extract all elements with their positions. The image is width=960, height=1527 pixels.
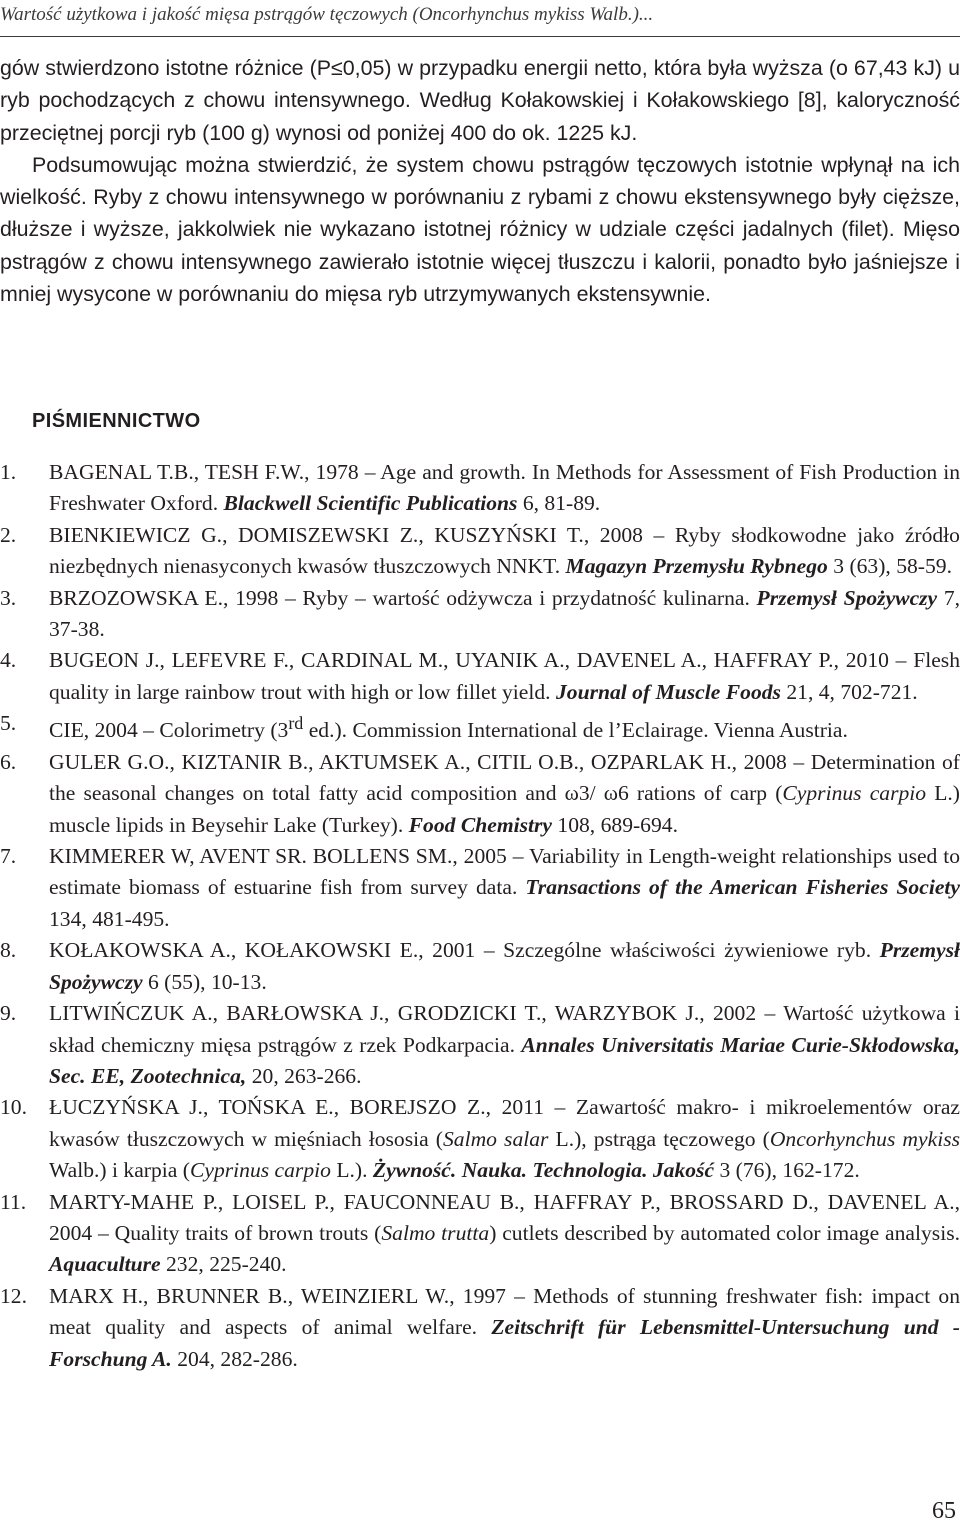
- reference-details: 204, 282-286.: [171, 1346, 298, 1371]
- reference-text: , 1998 – Ryby – wartość odżywcza i przydatność kulinarna.: [223, 585, 757, 610]
- reference-details: 20, 263-266.: [246, 1063, 362, 1088]
- reference-details: 134, 481-495.: [49, 906, 170, 931]
- reference-number: 1.: [0, 460, 17, 484]
- reference-text: CIE, 2004 – Colorimetry (3: [49, 718, 289, 743]
- reference-details: 232, 225-240.: [160, 1252, 287, 1277]
- reference-source: Blackwell Scientific Publications: [223, 491, 518, 516]
- reference-authors: GULER G.O., KIZTANIR B., AKTUMSEK A., CITIL O.B., OZPARLAK H.: [49, 749, 732, 774]
- reference-number: 6.: [0, 749, 17, 774]
- reference-number: 3.: [0, 585, 17, 610]
- species-name: Oncorhynchus mykiss: [769, 1126, 960, 1151]
- species-name: Salmo salar: [442, 1126, 549, 1151]
- reference-details: 6 (55), 10-13.: [142, 969, 267, 994]
- reference-details: 7, 37-38.: [49, 585, 960, 642]
- reference-item: [0, 583, 960, 646]
- reference-text: L.) muscle lipids in Beysehir Lake (Turkey).: [49, 781, 960, 837]
- running-header: Wartość użytkowa i jakość mięsa pstrągów tęczowych (Oncorhynchus mykiss Walb.)...: [0, 4, 654, 25]
- reference-source: Annales Universitatis Mariae Curie-Skłodowska, Sec. EE, Zootechnica,: [49, 1032, 960, 1088]
- species-name: Cyprinus carpio: [189, 1158, 331, 1183]
- reference-authors: LITWIŃCZUK A., BARŁOWSKA J., GRODZICKI T., WARZYBOK J.: [49, 1001, 700, 1026]
- reference-item: [0, 1092, 960, 1186]
- reference-number: 9.: [0, 1001, 17, 1026]
- reference-text: , 2004 – Quality traits of brown trouts (: [49, 1189, 960, 1245]
- reference-number: 8.: [0, 938, 17, 963]
- reference-authors: BIENKIEWICZ G., DOMISZEWSKI Z., KUSZYŃSKI T.: [49, 522, 584, 547]
- species-name: Cyprinus carpio: [782, 781, 927, 806]
- reference-source: Zeitschrift für Lebensmittel-Untersuchung und -Forschung A.: [49, 1315, 960, 1371]
- reference-item: [0, 841, 960, 935]
- reference-source: Przemysł Spożywczy: [756, 585, 938, 610]
- reference-source: Żywność. Nauka. Technologia. Jakość: [372, 1158, 715, 1183]
- reference-details: 108, 689-694.: [552, 812, 678, 837]
- reference-number: 10.: [0, 1095, 27, 1120]
- species-name: Salmo trutta: [381, 1220, 490, 1245]
- reference-source: Food Chemistry: [408, 812, 553, 837]
- reference-item: [0, 1187, 960, 1281]
- reference-text: , 2001 – Szczególne właściwości żywieniowe ryb.: [418, 938, 880, 963]
- paragraph: Podsumowując można stwierdzić, że system chowu pstrągów tęczowych istotnie wpłynął na ich wielkość. Ryby z chowu intensywnego w porównaniu z rybami z chowu ekstensywnego były cięższe, dłuższe i wyższe, jakkolwiek nie wykazano istotnej różnicy w udziale części jadalnych (filet). Mięso pstrągów z chowu intensywnego zawierało istotnie więcej tłuszczu i kalorii, ponadto było jaśniejsze i mniej wysycone w porównaniu do mięsa ryb utrzymywanych ekstensywnie.: [0, 152, 960, 307]
- header-rule: [0, 36, 960, 37]
- reference-details: 6, 81-89.: [517, 491, 601, 516]
- reference-item: [0, 520, 960, 583]
- superscript: rd: [288, 713, 304, 734]
- reference-details: 3 (63), 58-59.: [827, 554, 952, 579]
- page-number: 65: [932, 1498, 956, 1524]
- reference-text: L.), pstrąga tęczowego (: [548, 1126, 770, 1151]
- reference-number: 2.: [0, 522, 17, 547]
- reference-text: , 2011 – Zawartość makro- i mikroelementów oraz kwasów tłuszczowych w mięśniach łososia (: [49, 1095, 960, 1151]
- reference-authors: MARX H., BRUNNER B., WEINZIERL W.: [49, 1283, 450, 1308]
- reference-authors: MARTY-MAHE P., LOISEL P., FAUCONNEAU B., HAFFRAY P., BROSSARD D., DAVENEL A.: [49, 1189, 955, 1214]
- references-heading: PIŚMIENNICTWO: [32, 410, 201, 432]
- reference-item: [0, 708, 960, 747]
- reference-source: Journal of Muscle Foods: [555, 679, 781, 704]
- reference-authors: ŁUCZYŃSKA J., TOŃSKA E., BOREJSZO Z.: [49, 1095, 486, 1120]
- reference-text: , 2002 – Wartość użytkowa i skład chemiczny mięsa pstrągów z rzek Podkarpacia.: [49, 1001, 960, 1057]
- paragraph: gów stwierdzono istotne różnice (P≤0,05) w przypadku energii netto, która była wyższa (o 67,43 kJ) u ryb pochodzących z chowu intensywnego. Według Kołakowskiej i Kołakowskiego [8], kaloryczność przeciętnej porcji ryb (100 g) wynosi od poniżej 400 do ok. 1225 kJ.: [0, 56, 960, 145]
- reference-source: Przemysł Spożywczy: [49, 938, 960, 994]
- reference-text: , 2008 – Ryby słodkowodne jako źródło niezbędnych nienasyconych kwasów tłuszczowych NNKT.: [49, 522, 960, 579]
- reference-text: ) cutlets described by automated color image analysis.: [489, 1220, 960, 1245]
- reference-authors: BRZOZOWSKA E.: [49, 585, 224, 610]
- reference-details: 3 (76), 162-172.: [714, 1158, 860, 1183]
- reference-list: [0, 457, 960, 1375]
- reference-item: [0, 935, 960, 998]
- reference-item: [0, 645, 960, 708]
- reference-text: , 2010 – Flesh quality in large rainbow trout with high or low fillet yield.: [49, 648, 960, 704]
- reference-number: 11.: [0, 1189, 27, 1214]
- reference-text: ed.). Commission International de l’Eclairage. Vienna Austria.: [303, 718, 848, 743]
- reference-text: , 1978 – Age and growth. In Methods for Assessment of Fish Production in Freshwater Oxford.: [49, 460, 960, 516]
- reference-number: 12.: [0, 1283, 27, 1308]
- reference-details: 21, 4, 702-721.: [780, 679, 918, 704]
- reference-item: [0, 998, 960, 1092]
- reference-text: L.).: [330, 1158, 373, 1183]
- reference-source: Magazyn Przemysłu Rybnego: [565, 554, 828, 579]
- body-text: [0, 52, 960, 310]
- reference-number: 5.: [0, 711, 17, 736]
- reference-source: Aquaculture: [49, 1252, 161, 1277]
- reference-authors: KIMMERER W, AVENT SR. BOLLENS SM.: [49, 844, 453, 869]
- reference-item: [0, 457, 960, 520]
- reference-text: , 1997 – Methods of stunning freshwater fish: impact on meat quality and aspects of animal welfare.: [49, 1283, 960, 1340]
- reference-text: , 2005 – Variability in Length-weight relationships used to estimate biomass of estuarine fish from survey data.: [49, 844, 960, 900]
- reference-authors: BUGEON J., LEFEVRE F., CARDINAL M., UYANIK A., DAVENEL A., HAFFRAY P.: [49, 648, 834, 673]
- reference-text: , 2008 – Determination of the seasonal changes on total fatty acid composition and ω3/ ω6 rations of carp (: [49, 749, 960, 806]
- reference-authors: KOŁAKOWSKA A., KOŁAKOWSKI E.: [49, 938, 419, 963]
- reference-number: 4.: [0, 648, 17, 673]
- reference-item: [0, 747, 960, 841]
- reference-item: [0, 1281, 960, 1375]
- reference-number: 7.: [0, 844, 17, 869]
- reference-text: Walb.) i karpia (: [49, 1158, 190, 1183]
- reference-source: Transactions of the American Fisheries Society: [525, 875, 960, 900]
- reference-authors: BAGENAL T.B., TESH F.W.: [49, 460, 305, 484]
